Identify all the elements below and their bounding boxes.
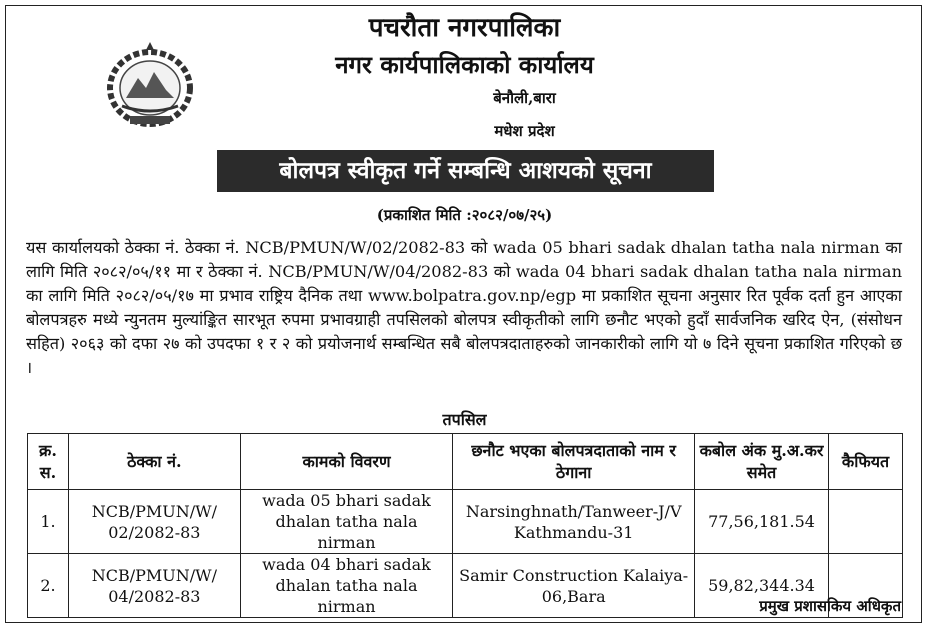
municipality-name: पचरौता नगरपालिका: [368, 13, 561, 43]
awarded-bids-table: [27, 433, 903, 618]
header-amount: कबोल अंक मु.अ.कर समेत: [695, 434, 829, 490]
office-location: बेनौली,बारा: [493, 89, 556, 107]
cell-sn: 2.: [28, 554, 69, 618]
header-description: कामको विवरण: [240, 434, 452, 490]
cell-contract-no: NCB/PMUN/W/ 02/2082-83: [68, 490, 240, 554]
published-date: (प्रकाशित मिति :२०८२/०७/२५): [376, 206, 553, 224]
cell-amount: 59,82,344.34: [695, 554, 829, 618]
notice-body: यस कार्यालयको ठेक्का नं. ठेक्का नं. NCB/PMUN/W/02/2082-83 को wada 05 bhari sadak dhalan tatha nala nirman का लागि मिति २०८२/०५/११ मा र ठेक्का नं. NCB/PMUN/W/04/2082-83 को wada 04 bhari sadak dhalan tatha nala nirman का लागि मिति २०८२/०५/१७ मा प्रभाव राष्ट्रिय दैनिक तथा www.bolpatra.gov.np/egp मा प्रकाशित सूचना अनुसार रित पूर्वक दर्ता हुन आएका बोलपत्रहरु मध्ये न्युनतम मुल्यांङ्कित सारभूत रुपमा प्रभावग्राही तपसिलको बोलपत्र स्वीकृतीको लागि छनौट भएको हुदाँ सार्वजनिक खरिद ऐन, (संसोधन सहित) २०६३ को दफा २७ को उपदफा १ र २ को प्रयोजनार्थ सम्बन्धित सबै बोलपत्रदाताहरुको जानकारीको लागि यो ७ दिने सूचना प्रकाशित गरिएको छ ।: [26, 238, 902, 377]
header-contract-no: ठेक्का नं.: [68, 434, 240, 490]
office-name: नगर कार्यपालिकाको कार्यालय: [335, 50, 594, 79]
cell-sn: 1.: [28, 490, 69, 554]
schedule-label: तपसिल: [442, 410, 487, 429]
cell-remarks: [829, 490, 903, 554]
table-header-row: [28, 434, 903, 490]
province-name: मधेश प्रदेश: [494, 122, 555, 140]
header-remarks: कैफियत: [829, 434, 903, 490]
header-bidder: छनौट भएका बोलपत्रदाताको नाम र ठेगाना: [453, 434, 695, 490]
signatory-title: प्रमुख प्रशासकिय अधिकृत: [759, 597, 901, 615]
notice-title: बोलपत्र स्वीकृत गर्ने सम्बन्धि आशयको सूचना: [217, 150, 714, 192]
cell-contract-no: NCB/PMUN/W/ 04/2082-83: [68, 554, 240, 618]
table-row: [28, 490, 903, 554]
cell-description: wada 04 bhari sadak dhalan tatha nala nirman: [240, 554, 452, 618]
cell-description: wada 05 bhari sadak dhalan tatha nala nirman: [240, 490, 452, 554]
header-sn: क्र. स.: [28, 434, 69, 490]
cell-bidder: Narsinghnath/Tanweer-J/V Kathmandu-31: [453, 490, 695, 554]
cell-amount: 77,56,181.54: [695, 490, 829, 554]
cell-bidder: Samir Construction Kalaiya-06,Bara: [453, 554, 695, 618]
